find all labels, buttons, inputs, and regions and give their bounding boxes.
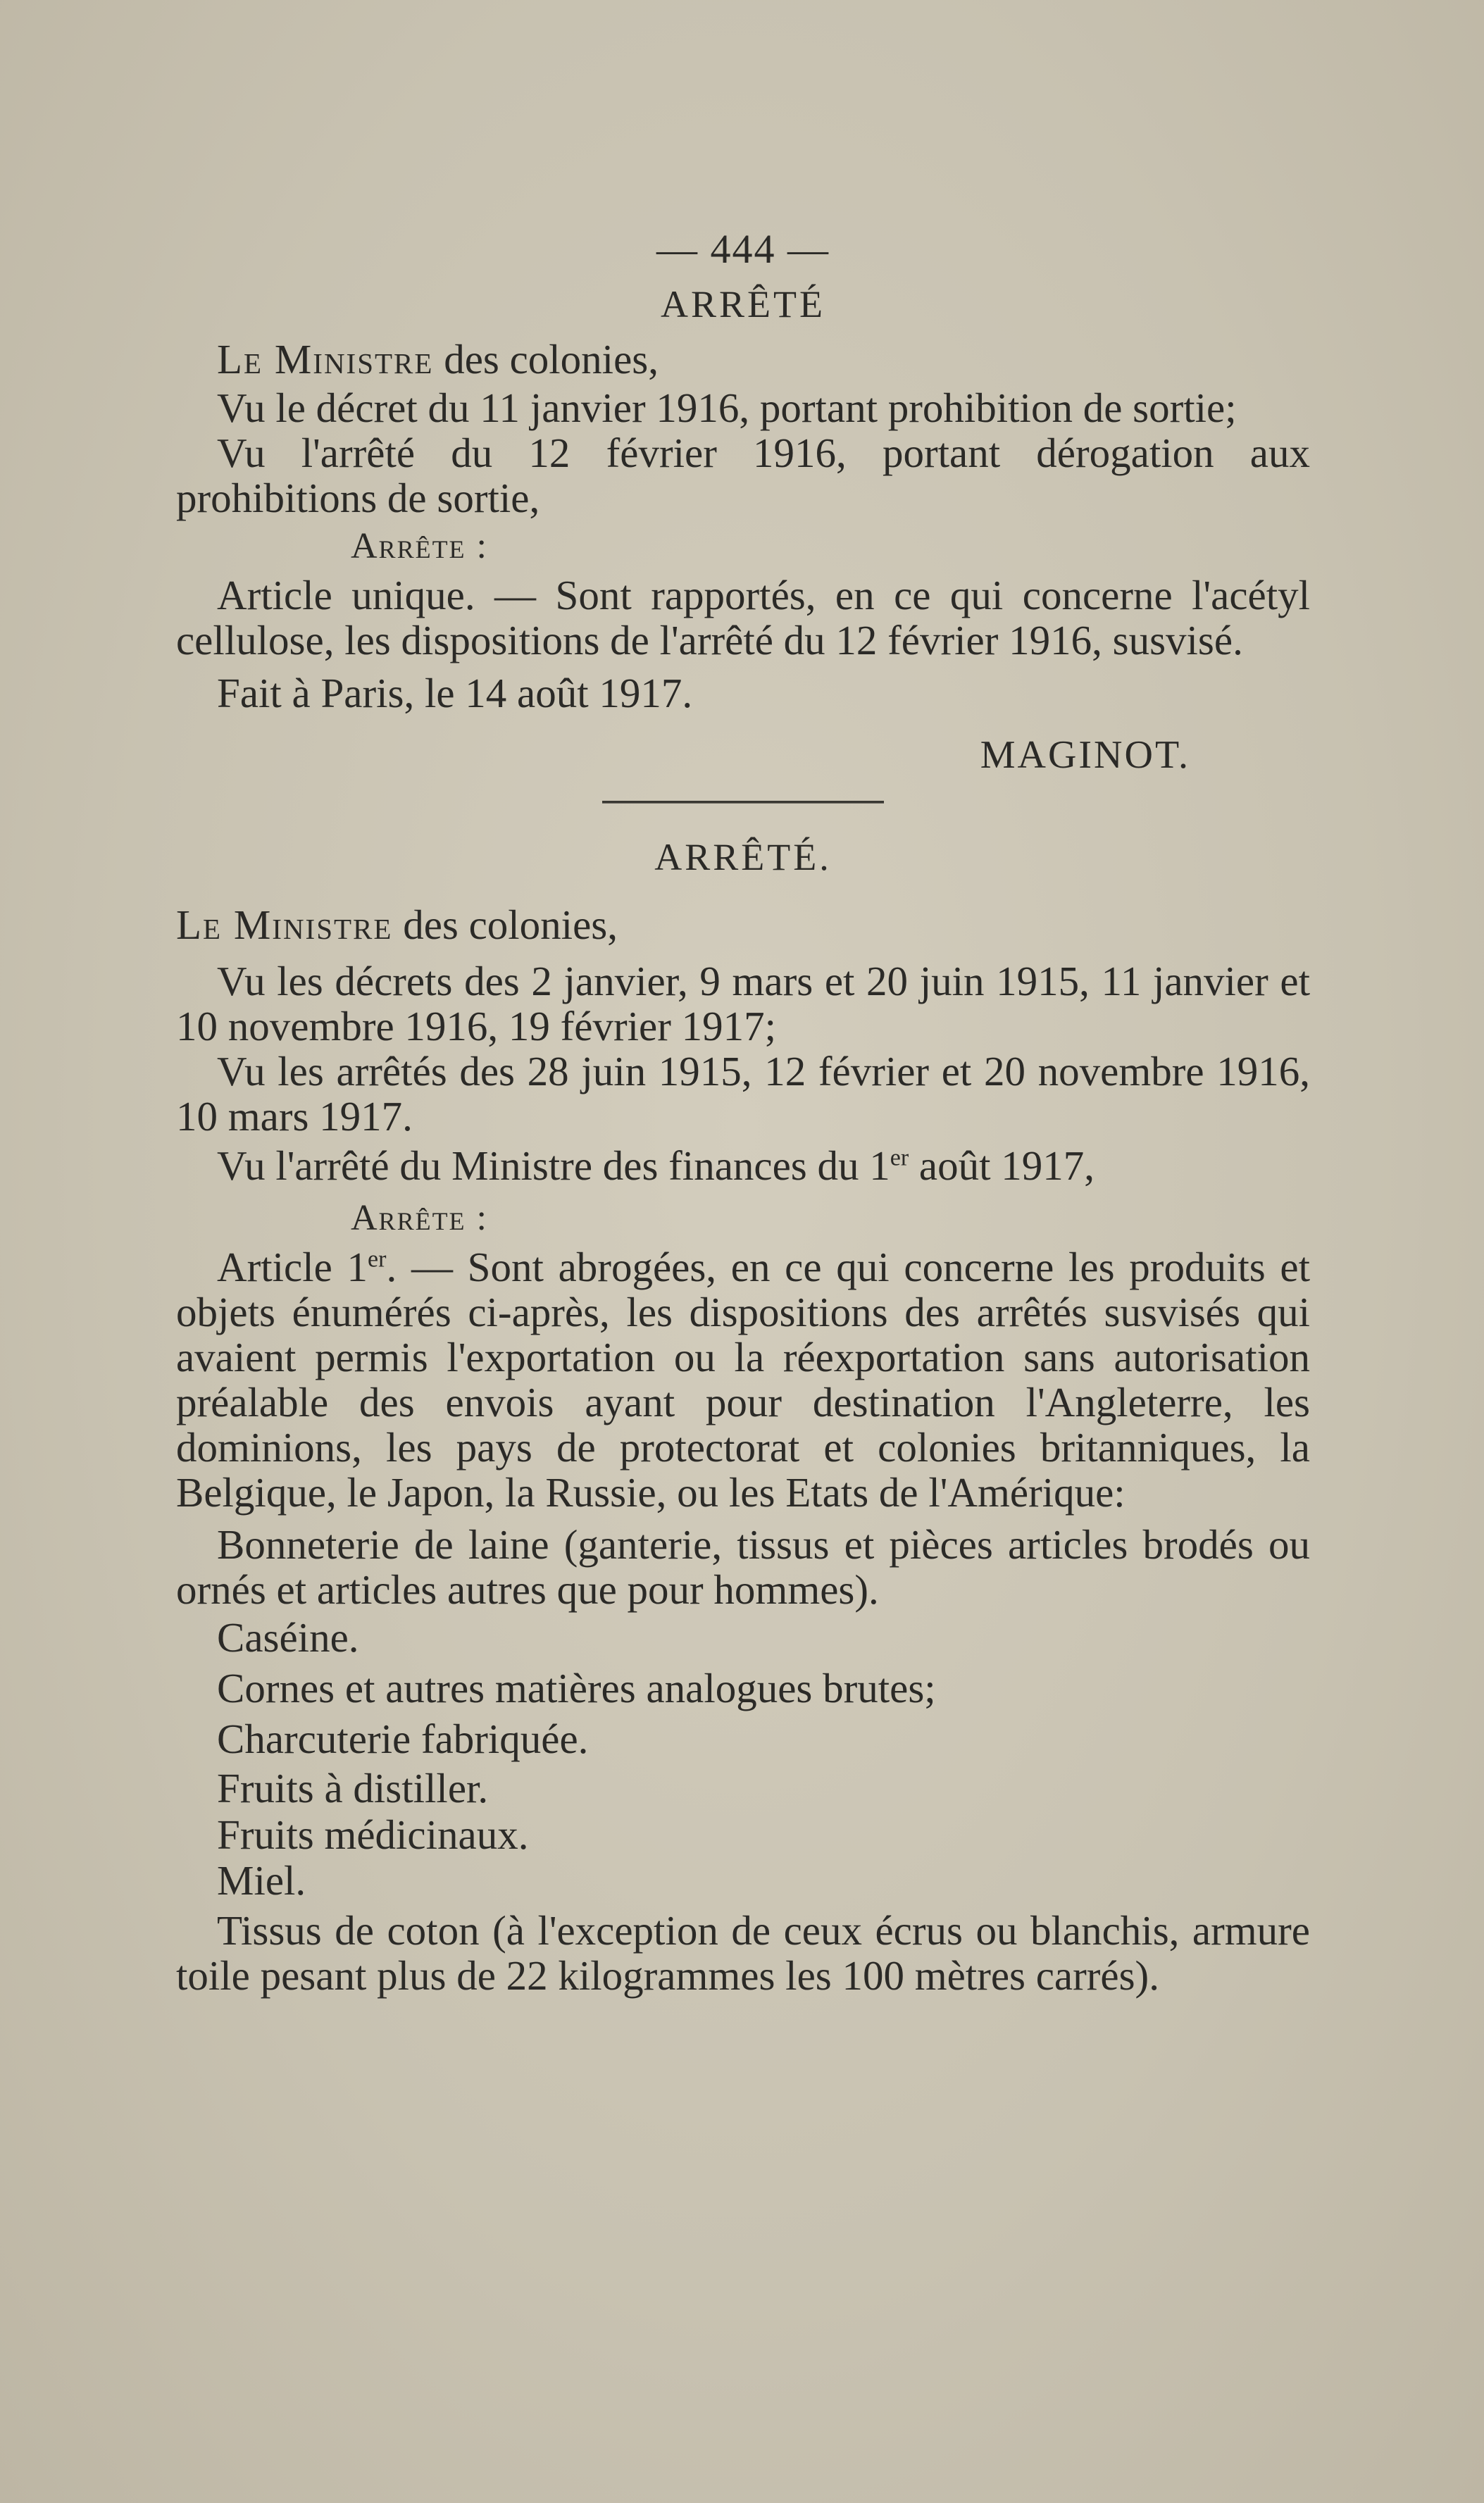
list-item: Charcuterie fabriquée. xyxy=(217,1716,589,1762)
minister-lead: Le Ministre xyxy=(217,336,434,382)
section-divider xyxy=(602,801,884,804)
list-item: Caséine. xyxy=(217,1614,359,1661)
vu-paragraph: Vu les décrets des 2 janvier, 9 mars et 20 juin 1915, 11 janvier et 10 novembre 1916, 19 février 1917; xyxy=(176,958,1310,1049)
article-paragraph: Article unique. — Sont rapportés, en ce qui concerne l'acétyl cellulose, les dispositions de l'arrêté du 12 février 1916, susvisé. xyxy=(176,572,1310,663)
ordinal-superscript: er xyxy=(368,1246,387,1273)
vu3-text-end: août 1917, xyxy=(909,1142,1095,1189)
list-item: Fruits médicinaux. xyxy=(217,1811,529,1858)
minister-line xyxy=(176,891,1310,959)
vu-paragraph: Vu le décret du 11 janvier 1916, portant prohibition de sortie; xyxy=(217,385,1237,431)
minister-rest: des colonies, xyxy=(392,901,618,948)
vu-paragraph: Vu les arrêtés des 28 juin 1915, 12 février et 20 novembre 1916, 10 mars 1917. xyxy=(176,1048,1310,1140)
vu3-text: Vu l'arrêté du Ministre des finances du 1 xyxy=(217,1142,890,1189)
arrete-second xyxy=(176,823,1310,1998)
list-item: Miel. xyxy=(217,1857,306,1904)
signature: MAGINOT. xyxy=(980,733,1190,777)
list-item: Bonneterie de laine (ganterie, tissus et pièces articles brodés ou ornés et articles autres que pour hommes). xyxy=(176,1521,1310,1613)
list-item: Fruits à distiller. xyxy=(217,1765,489,1811)
page-number: — 444 — xyxy=(656,226,830,272)
ordinal-superscript: er xyxy=(890,1144,909,1171)
product-list xyxy=(176,1522,1310,1998)
arrete-label: Arrête : xyxy=(351,1198,488,1238)
minister-line xyxy=(176,333,1310,385)
article-number: Article 1 xyxy=(217,1244,368,1290)
minister-rest: des colonies, xyxy=(433,336,659,382)
article-paragraph xyxy=(176,1244,1310,1515)
vu-paragraph xyxy=(176,1139,1310,1192)
text-column xyxy=(176,225,1310,1998)
list-item: Tissus de coton (à l'exception de ceux écrus ou blanchis, armure toile pesant plus de 22 kilogrammes les 100 mètres carrés). xyxy=(176,1907,1310,1999)
arrete-label: Arrête : xyxy=(351,526,488,566)
place-date: Fait à Paris, le 14 août 1917. xyxy=(217,670,693,716)
article-body: . — Sont abrogées, en ce qui concerne les produits et objets énumérés ci-après, les dispositions des arrêtés susvisés qui avaient permis l'exportation ou la réexportation sans autorisation préalable des envois ayant pour destination l'Angleterre, les dominions, les pays de protectorat et colonies britanniques, la Belgique, le Japon, la Russie, ou les Etats de l'Amérique: xyxy=(176,1244,1311,1516)
arrete-title: ARRÊTÉ xyxy=(661,283,825,325)
list-item: Cornes et autres matières analogues brutes; xyxy=(217,1665,936,1711)
vu-paragraph: Vu l'arrêté du 12 février 1916, portant dérogation aux prohibitions de sortie, xyxy=(176,430,1310,521)
minister-lead: Le Ministre xyxy=(176,901,393,948)
arrete-first xyxy=(176,275,1310,787)
arrete-title: ARRÊTÉ. xyxy=(654,836,832,878)
